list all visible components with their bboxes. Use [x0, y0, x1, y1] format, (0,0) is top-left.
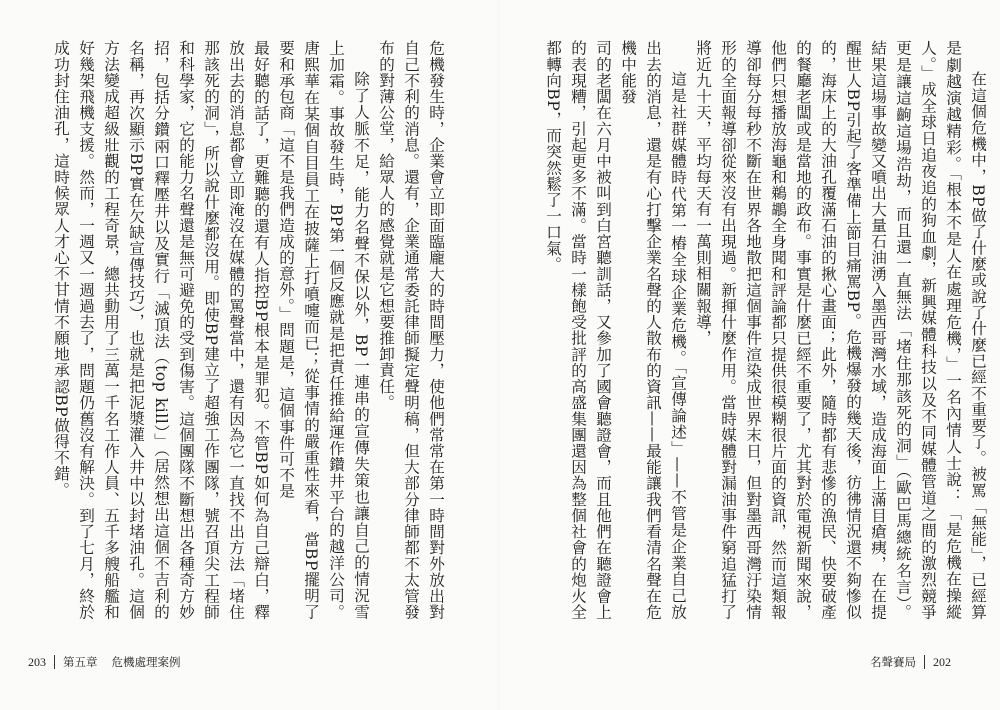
- paragraph: 在這個危機中，BP做了什麼或說了什麼已經不重要了。被罵「無能」，已經算是劇越演越精彩。「根本不是人在處理危機，」一名內情人士說：「是危機在操縱人。」成全球日追夜追的狗血劇，新興媒體科技以及不同媒體管道之間的激烈競爭更是讓這齣這場浩劫，而且還一直無法「堵住那該死的洞」（歐巴馬總統名言）。結果這場事故變又噴出大量石油湧入墨西哥灣水域，造成海面上滿目瘡痍，在在提醒世人BP引起了客準備上節目痛罵BP。危機爆發的幾天後，彷彿情況還不夠慘似的，海床上的大油孔覆滿石油的揪心畫面；此外，隨時都有悲慘的漁民、快要破產的餐廳老闆或是當地的政布。事實是什麼已經不重要了，尤其對於電視新聞來說，他們只想播放海龜和鵜鶘全身聞和評論都只提供很模糊很片面的資訊，然而這類報導卻每分每秒不斷在世界各地散把這個事件渲染成世界末日，但對墨西哥灣汙染情形的全面報導卻從來沒有出現過。新揮什麼作用。當時媒體對漏油事件窮追猛打了將近九十天，平均每天有一萬則相關報導，: [694, 40, 987, 620]
- footer-divider: [924, 655, 925, 669]
- page-number: 203: [28, 655, 46, 669]
- left-page-footer: [28, 652, 181, 672]
- left-page-body: [28, 40, 448, 620]
- right-page: [510, 0, 990, 710]
- paragraph: 這是社群媒體時代第一樁全球企業危機。「宣傳論述」——不管是企業自己放出去的消息，還是有心打擊企業名聲的人散布的資訊——最能讓我們看清名聲在危機中能發: [619, 40, 687, 620]
- book-gutter: [498, 0, 500, 710]
- right-page-footer: [870, 652, 951, 672]
- right-page-body: [544, 40, 990, 620]
- footer-divider: [54, 655, 55, 669]
- paragraph: 危機發生時，企業會立即面臨龐大的時間壓力，使他們常常在第一時間對外放出對自己不利的消息。還有，企業通常委託律師擬定聲明稿，但大部分律師都不太管發布的對薄公堂，給眾人的感覺就是它想要推卸責任。: [377, 40, 445, 620]
- page-number: 202: [933, 655, 951, 669]
- chapter-title: 危機處理案例: [111, 655, 181, 669]
- paragraph: 司的老闆在六月中被叫到白宮聽訓話，又參加了國會聽證會，而且他們在聽證會上的表現糟，引起更多不滿。當時一樣飽受批評的高盛集團還因為整個社會的炮火全都轉向BP，而突然鬆了一口氣。: [544, 40, 612, 620]
- paragraph: 最好聽的話了，更難聽的還有人指控BP根本是罪犯。不管BP如何為自己辯白，釋放出去的消息都會立即淹沒在媒體的罵聲當中，還有因為它一直找不出方法「堵住那該死的洞」，所以說什麼都沒用。即使BP建立了超強工作團隊，號召頂尖工程師和科學家，它的能力名聲還是無可避免的受到傷害。這個團隊不斷想出各種奇方妙招，包括分鑽兩口釋壓井以及實行「滅頂法（top kill）」（居然想出這個不吉利的名稱，再次顯示BP實在欠缺宣傳技巧），也就是把泥漿灌入井中以封堵油孔。這個方法變成超級壯觀的工程奇景，總共動用了三萬一千名工作人員、五千多艘船艦和好幾架飛機支援。然而，一週又一週過去了，問題仍舊沒有解決。到了七月，終於成功封住油孔，這時候眾人才心不甘情不願地承認BP做得不錯。: [52, 40, 270, 620]
- chapter-label: 第五章: [63, 655, 98, 669]
- book-title: 名聲賽局: [870, 655, 916, 669]
- left-page: [20, 0, 500, 710]
- paragraph: 除了人脈不足，能力名聲不保以外，BP一連串的宣傳失策也讓自己的情況雪上加霜。事故發生時，BP第一個反應就是把責任推給運作鑽井平台的越洋公司。唐熙華在某個自目員工在披薩上打噴嚏而已；從事情的嚴重性來看，當BP擺明了要和承包商「這不是我們造成的意外。」問題是，這個事件可不是: [277, 40, 370, 620]
